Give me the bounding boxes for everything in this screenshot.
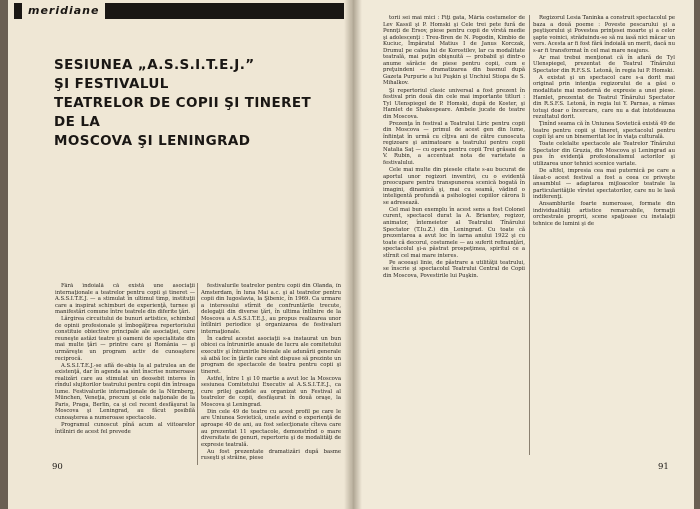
paragraph: De altfel, impresia cea mai puternică pe care a lăsat-o acest festival a fost a ceea ce priveşte ansamblul — adaptarea mijloacelor teatrale la particularităţile vîrstei spectatorilor, care nu le lasă indiferenţi. <box>533 168 675 201</box>
paragraph: Au fost prezentate dramatizări după basme ruseşti şi străine, piese <box>201 448 341 462</box>
paragraph: Şi repertoriul clasic universal a fost prezent în festival prin două din cele mai importante titluri : Tyl Ulenspiegel de P. Homski, după de Koster, şi Hamlet de Shakespeare. Ambele jucate de teatre din Moscova. <box>383 87 525 120</box>
paragraph: A.S.S.I.T.E.J.-se află de-abia la al patrulea an de existenţă, dar în agenda sa sînt înscrise numeroase realizări care au stimulat un deosebit interes în rîndul slujitorilor teatrului pentru copii din întreaga lume. Festivalurile internaţionale de la Nürnberg, München, Veneţia, precum şi cele naţionale de la Paris, Praga, Berlin, ca şi cel recent desfăşurat la Moscova şi Leningrad, au făcut posibilă cunoaşterea a numeroase spectacole. <box>55 362 195 421</box>
paragraph: Ar mai trebui menţionat că în afară de Tyl Ulenspiegel, prezentat de Teatrul Tînărului Spectator din R.F.S.S. Letonă, în regia lui P. Homski. <box>533 54 675 74</box>
paragraph: A existat şi un spectacol care s-a dorit mai original prin intenţia regizorului de a găsi o modalitate mai modernă de expresie a unei piese. Hamlet, prezentat de Teatrul Tînărului Spectator din R.S.F.S. Letonă, în regia lui Y. Parnas, a rămas totuşi doar o încercare, care nu a dat întotdeauna rezultatul dorit. <box>533 74 675 121</box>
paragraph: Astfel, între 1 şi 10 martie a avut loc la Moscova sesiunea Comitetului Executiv al A.S.S.I.T.E.J., ca cure prilej gazdele au organizat un Festival al teatrelor de copii, desfăşurat în două oraşe, la Moscova şi Leningrad. <box>201 375 341 408</box>
paragraph: Prezenţa în festival a Teatrului Liric pentru copii din Moscova — primul de acest gen din lume, înfiinţat în urmă cu cîţiva ani de către cunoscuta regizoare şi animatoare a teatrului pentru copii Natalia Saţ — cu opera pentru copii Trei grăsani de V. Rubin, a accentuat nota de varietate a festivalului. <box>383 120 525 167</box>
paragraph: Programul cunoscut pînă acum al viitoarelor întîlniri de acest fel prevede <box>55 421 195 435</box>
magazine-spread <box>8 0 694 509</box>
paragraph: Ansamblurile foarte numeroase, formate din individualităţi artistice remarcabile, formaţii orchestrale proprii, scene spaţioase cu instalaţii tehnice de lumini şi de <box>533 201 675 227</box>
paragraph: Cel mai bun exemplu în acest sens a fost Colonel curent, spectacol durat la A. Briantev, regizor, animator, întemeietor al Teatrului Tînărului Spectator (T.Iu.Z.) din Leningrad. Cu toate că prezentarea a avut loc în iarna anului 1922 şi cu toate că decorul, costumele — au suferit refinanţări, spectacolul şi-a păstrat prospeţimea, spiritul ce a stîrnit cel mai mare interes. <box>383 206 525 259</box>
right-column-2 <box>533 15 675 455</box>
header-band <box>14 3 344 19</box>
paragraph: Ţinînd seama că în Uniunea Sovietică există 49 de teatre pentru copii şi tineret, spectacolul pentru copii îşi are un binemeritat loc în viaţa culturală. <box>533 121 675 141</box>
title-line-4: DE LA <box>54 114 101 130</box>
paragraph: Fără îndoială că există une asociaţii internaţionale a teatrelor pentru copii şi tineret — A.S.S.I.T.E.J. — a stimulat în ultimul timp, instituţii care a inspirat schimburi de experienţă, turnee şi manifestări comune între teatrele din diferite ţări. <box>55 283 195 316</box>
paragraph: Pe aceeaşi linie, de păstrare a utilităţii teatrului, se înscrie şi spectacolul Teatrului Central de Copii din Moscova, Povestirile lui Puşkin. <box>383 259 525 279</box>
right-column-1 <box>383 15 525 455</box>
column-divider <box>197 283 198 465</box>
book-gutter <box>344 0 362 509</box>
article-title <box>54 56 334 151</box>
column-divider-right <box>529 15 530 455</box>
page-number-right: 91 <box>658 462 669 472</box>
left-page <box>8 0 351 509</box>
left-column-1 <box>55 283 195 465</box>
paragraph: Lărgirea circuitului de bunuri artistice, schimbul de opinii profesionale şi îmbogăţirea repertoriului constituie obiective principale ale asociaţiei, care reuneşte astăzi teatre şi oameni de specialitate din mai multe ţări — printre care şi România — şi urmăreşte un program activ de cunoaştere reciprocă. <box>55 316 195 362</box>
section-label: meridiane <box>22 3 105 19</box>
paragraph: Regizorul Lesia Taninka a construit spectacolul pe baza a două poeme : Poveste pescarului şi a peştişorului şi Povestea prinţesei moarte şi a celor şapte voinici, străduindu-se să nu iasă nici măcar un vers. Acesta ar fi fost fără îndoială un merit, dacă nu s-ar fi transformat în cel mai mare neajuns. <box>533 15 675 54</box>
paragraph: Din cele 49 de teatre cu acest profil pe care le are Uniunea Sovietică, unele avînd o experienţă de aproape 40 de ani, au fost selecţionate cîteva care au prezentat 11 spectacole, demonstrînd o mare diversitate de genuri, repertoriu şi de modalităţi de expresie teatrală. <box>201 408 341 448</box>
paragraph: Cele mai multe din piesele citate s-au bucurat de aportul unor regizori inventivi, cu o evidentă preocupare pentru transpunerea scenică bogată în imagini, dinamică şi, mai cu seamă, vădind o inteligentă profundă a psihologiei copiilor cărora li se adresează. <box>383 167 525 206</box>
paragraph: Toate celelalte spectacole ale Teatrelor Tînărului Spectator din Gruzia, din Moscova şi Leningrad au pus în evidenţă profesionalismul actorilor şi utilizarea unor tehnici scenice variate. <box>533 141 675 168</box>
paragraph: În cadrul acestei asociaţii s-a instaurat un bun obicei ca întrunirile anuale de lucru ale comitetului executiv şi întrunirile bienale ale adunării generale să aibă loc în ţările care sînt dispuse să prezinte un program de spectacole de teatru pentru copii şi tineret. <box>201 335 341 375</box>
paragraph: festivalurile teatrelor pentru copii din Olanda, în Amsterdam, în luna Mai a.c. şi al teatrelor pentru copii din Iugoslavia, la Şibenic, în 1969. Ca urmare a interesului stîrnit de confruntările trecute, delegaţii din diverse ţări, în ultima întîlnire de la Moscova a A.S.S.I.T.E.J., au propus realizarea unor întîlniri periodice şi organizarea de festivaluri internaţionale. <box>201 283 341 335</box>
title-line-5: MOSCOVA ŞI LENINGRAD <box>54 133 251 149</box>
paragraph: torii sei mai mici : Fiţi gata, Măria costumelor de Lev Kassil şi P. Homski şi Cele trei pete fură de Pennţi de Ersov, piese pentru copii de vîrstă medie şi adolescenţi : Treu-Bren de N. Pogodin, Kimbio de Kuciuc, Împăratul Matius I de Janus Korczak, Drumul pe calea lui de Korostilev, lar ca modalitate teatrală, mai puţin obişnuită — probabil şi dintr-o anume sărăcie de piese pentru copii, cum e preţuindeni — dramatizarea din basmul după Gazeta Purpurie a lui Puşkin şi Unchiul Stiopa de S. Mihalkov. <box>383 15 525 87</box>
title-line-1: SESIUNEA „A.S.S.I.T.E.J.” <box>54 57 255 73</box>
title-line-3: TEATRELOR DE COPII ŞI TINERET <box>54 95 312 111</box>
left-column-2 <box>201 283 341 465</box>
page-number-left: 90 <box>52 462 63 472</box>
title-line-2: ŞI FESTIVALUL <box>54 76 169 92</box>
